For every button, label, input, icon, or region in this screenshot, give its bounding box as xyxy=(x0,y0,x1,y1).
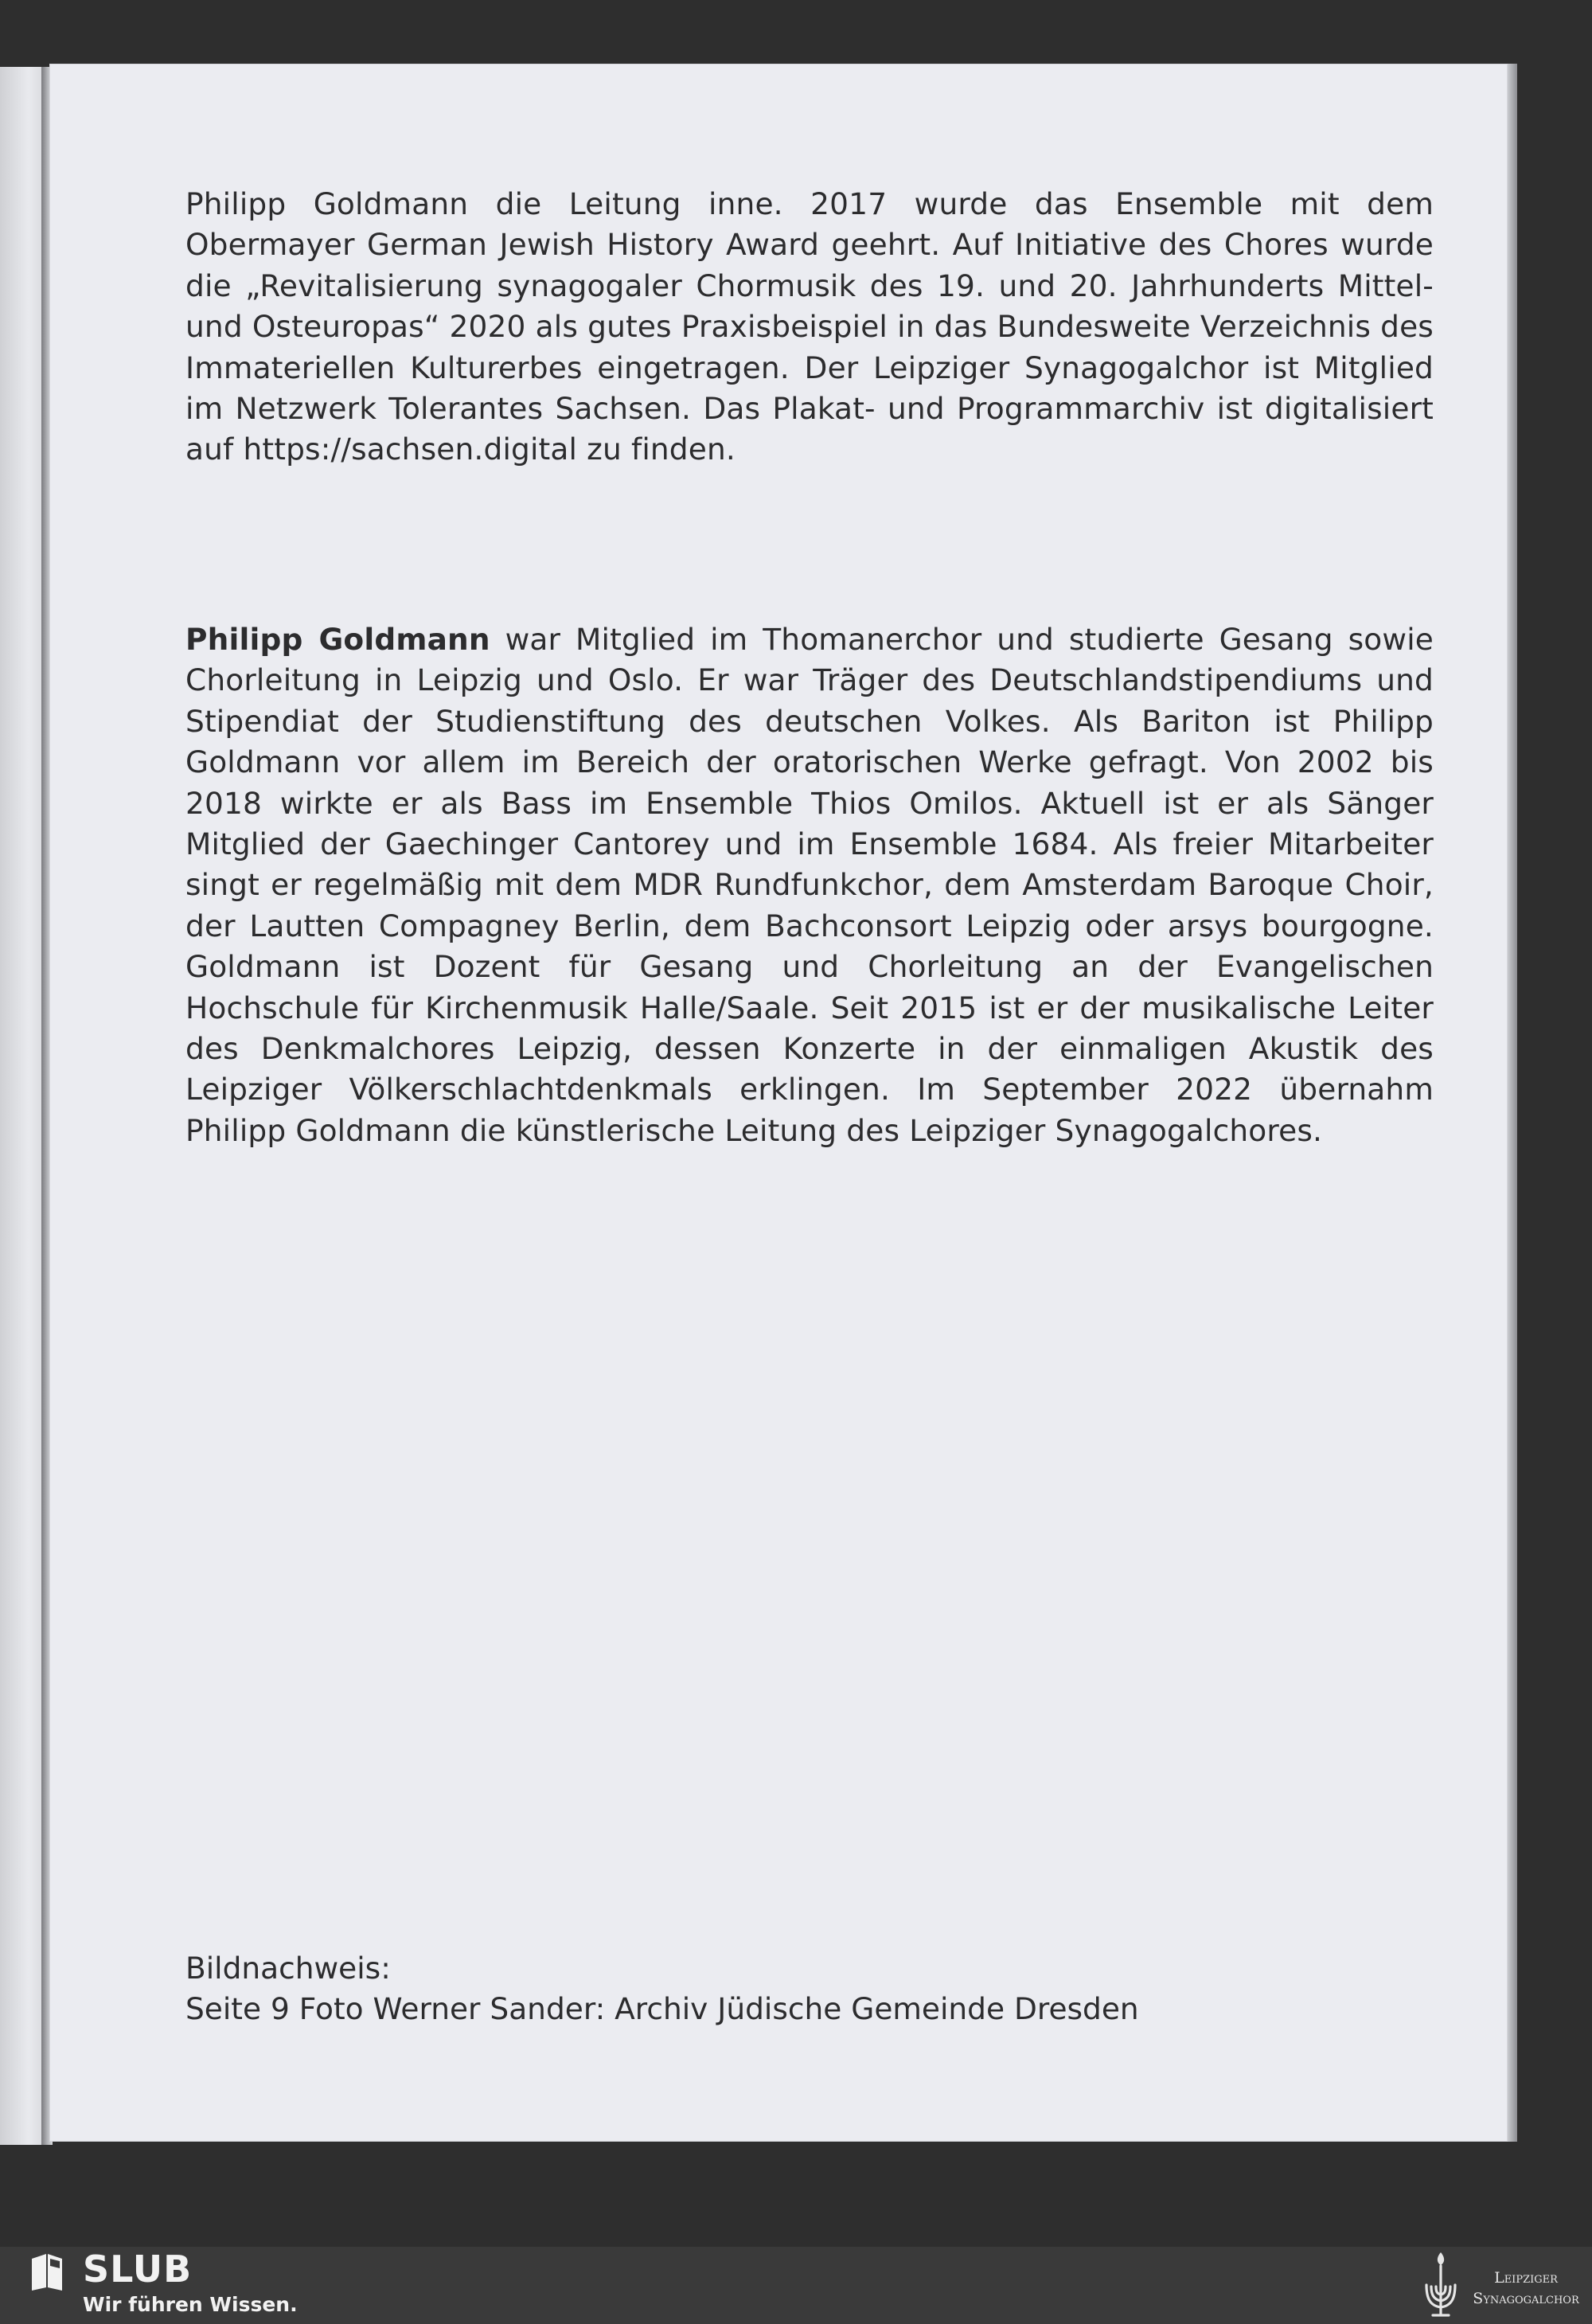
slub-book-icon xyxy=(29,2252,65,2292)
image-credits xyxy=(185,1948,1459,2029)
biography-name: Philipp Goldmann xyxy=(185,622,490,657)
choir-name-line-1: Leipziger xyxy=(1494,2269,1558,2287)
choir-history-paragraph: Philipp Goldmann die Leitung inne. 2017 wurde das Ensemble mit dem Obermayer German Jewish History Award geehrt. Auf Initiative des Chores wurde die „Revitalisierung synagogaler Chormusik des 19. und 20. Jahrhunderts Mittel- und Osteuropas“ 2020 als gutes Praxisbeispiel in das Bundesweite Verzeichnis des Immateriellen Kulturerbes eingetragen. Der Leipziger Synagogalchor ist Mitglied im Netzwerk Tolerantes Sachsen. Das Plakat- und Programmarchiv ist digitalisiert auf https://sachsen.digital zu finden. xyxy=(185,186,1434,467)
library-name: SLUB xyxy=(83,2248,193,2291)
previous-page-edge xyxy=(0,67,41,2145)
choir-name xyxy=(1466,2267,1586,2309)
choir-name-line-2: Synagogalchor xyxy=(1473,2290,1579,2307)
biography-paragraph xyxy=(185,619,1434,1151)
menorah-hand-icon xyxy=(1422,2250,1460,2320)
page-edge-shadow xyxy=(1508,64,1517,2142)
biography-text: war Mitglied im Thomanerchor und studierte Gesang sowie Chorleitung in Leipzig und Oslo. Er war Träger des Deutschlandstipendiums und Stipendiat der Studienstiftung des deutschen Volkes. Als Bariton ist Philipp Goldmann vor allem im Bereich der oratorischen Werke gefragt. Von 2002 bis 2018 wirkte er als Bass im Ensemble Thios Omilos. Aktuell ist er als Sänger Mitglied der Gaechinger Cantorey und im Ensemble 1684. Als freier Mitarbeiter singt er regelmäßig mit dem MDR Rundfunkchor, dem Amsterdam Baroque Choir, der Lautten Compagney Berlin, dem Bachconsort Leipzig oder arsys bourgogne. Goldmann ist Dozent für Gesang und Chorleitung an der Evangelischen Hochschule für Kirchenmusik Halle/Saale. Seit 2015 ist er der musikalische Leiter des Denkmalchores Leipzig, dessen Konzerte in der einmaligen Akustik des Leipziger Völkerschlachtdenkmals erklingen. Im September 2022 übernahm Philipp Goldmann die künstlerische Leitung des Leipziger Synagogalchores. xyxy=(185,622,1434,1148)
credits-line: Seite 9 Foto Werner Sander: Archiv Jüdische Gemeinde Dresden xyxy=(185,1991,1139,2026)
document-page xyxy=(49,64,1508,2142)
credits-heading: Bildnachweis: xyxy=(185,1951,391,1986)
library-tagline: Wir führen Wissen. xyxy=(83,2293,298,2316)
